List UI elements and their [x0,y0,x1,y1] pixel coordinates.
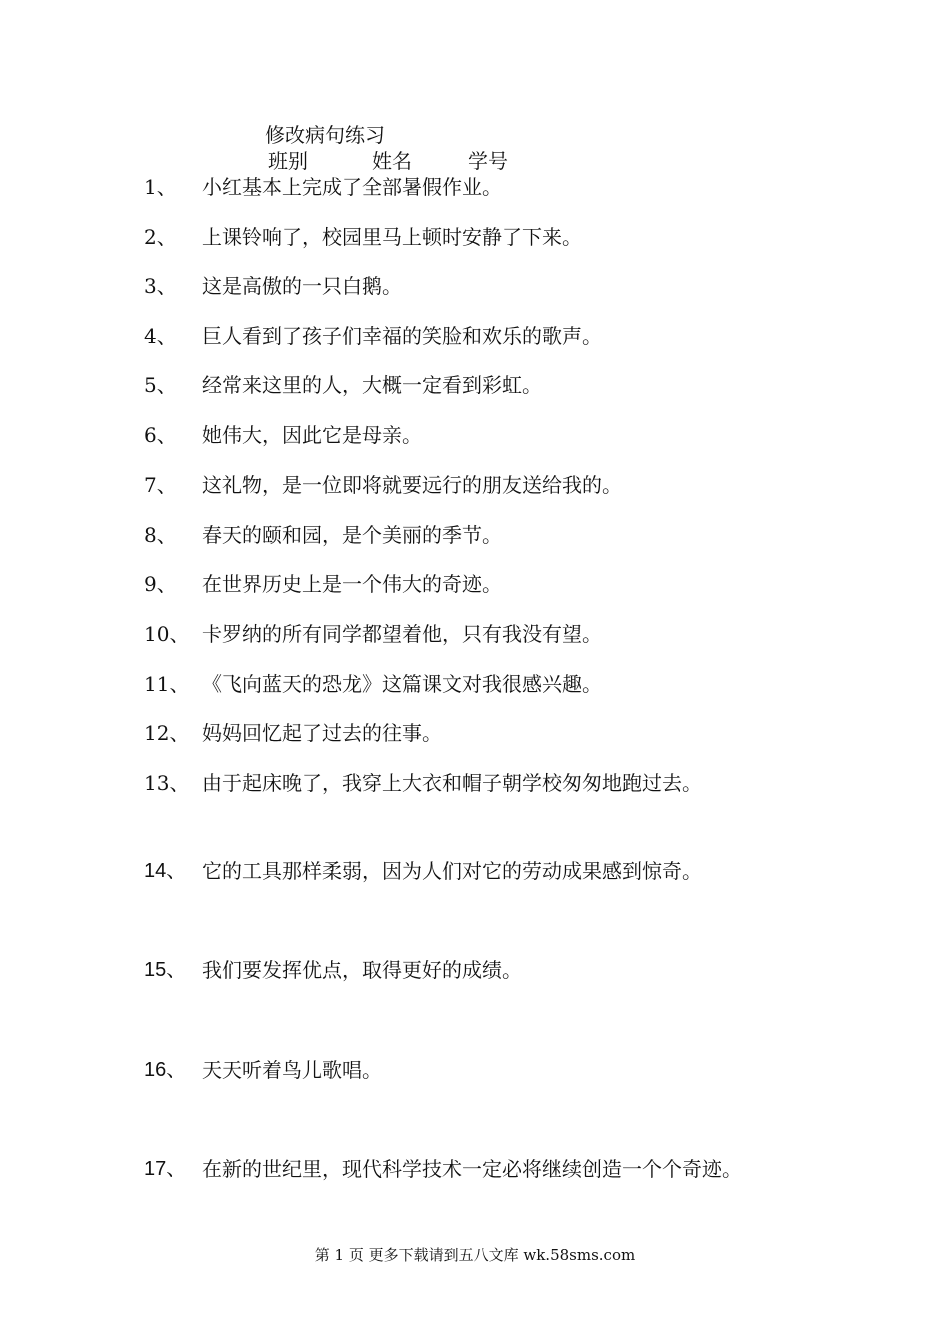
exercise-item [0,619,950,649]
item-number: 6、 [144,423,177,447]
item-number: 9、 [144,572,177,596]
exercise-item [0,321,950,351]
item-text: 《飞向蓝天的恐龙》这篇课文对我很感兴趣。 [202,672,602,696]
exercise-item [0,1055,950,1085]
item-number: 2、 [144,225,177,249]
exercise-item [0,718,950,748]
item-text: 由于起床晚了，我穿上大衣和帽子朝学校匆匆地跑过去。 [202,771,702,795]
item-number: 8、 [144,523,177,547]
item-text: 它的工具那样柔弱，因为人们对它的劳动成果感到惊奇。 [202,859,702,883]
item-text: 春天的颐和园，是个美丽的季节。 [202,523,502,547]
exercise-item [0,669,950,699]
item-text: 在新的世纪里，现代科学技术一定必将继续创造一个个奇迹。 [202,1157,742,1181]
item-number: 5、 [144,373,177,397]
item-number: 12、 [144,721,190,745]
exercise-item [0,271,950,301]
item-number: 10、 [144,622,190,646]
exercise-item [0,520,950,550]
item-number: 1、 [144,175,177,199]
item-number: 14、 [144,860,187,882]
exercise-item [0,470,950,500]
exercise-item [0,856,950,886]
item-text: 在世界历史上是一个伟大的奇迹。 [202,572,502,596]
exercise-item [0,768,950,798]
exercise-item [0,370,950,400]
item-number: 15、 [144,959,187,981]
item-text: 卡罗纳的所有同学都望着他，只有我没有望。 [202,622,602,646]
exercise-item [0,955,950,985]
item-number: 17、 [144,1158,187,1180]
item-number: 4、 [144,324,177,348]
exercise-item [0,1154,950,1184]
item-text: 这礼物，是一位即将就要远行的朋友送给我的。 [202,473,622,497]
exercise-item [0,172,950,202]
name-field-label: 姓名 [372,149,412,173]
item-number: 7、 [144,473,177,497]
item-number: 11、 [144,672,190,696]
exercise-item [0,420,950,450]
item-number: 13、 [144,771,190,795]
item-text: 经常来这里的人，大概一定看到彩虹。 [202,373,542,397]
class-field-label: 班别 [268,149,308,173]
exercise-item [0,222,950,252]
student-number-field-label: 学号 [468,149,508,173]
item-number: 3、 [144,274,177,298]
item-text: 她伟大，因此它是母亲。 [202,423,422,447]
item-text: 上课铃响了，校园里马上顿时安静了下来。 [202,225,582,249]
exercise-item [0,569,950,599]
student-info-fields [268,147,508,175]
item-text: 巨人看到了孩子们幸福的笑脸和欢乐的歌声。 [202,324,602,348]
item-text: 天天听着鸟儿歌唱。 [202,1058,382,1082]
page-title: 修改病句练习 [265,123,385,147]
item-text: 我们要发挥优点，取得更好的成绩。 [202,958,522,982]
item-text: 这是高傲的一只白鹅。 [202,274,402,298]
item-text: 小红基本上完成了全部暑假作业。 [202,175,502,199]
item-text: 妈妈回忆起了过去的往事。 [202,721,442,745]
page-footer: 第 1 页 更多下载请到五八文库 wk.58sms.com [314,1246,636,1264]
item-number: 16、 [144,1059,187,1081]
